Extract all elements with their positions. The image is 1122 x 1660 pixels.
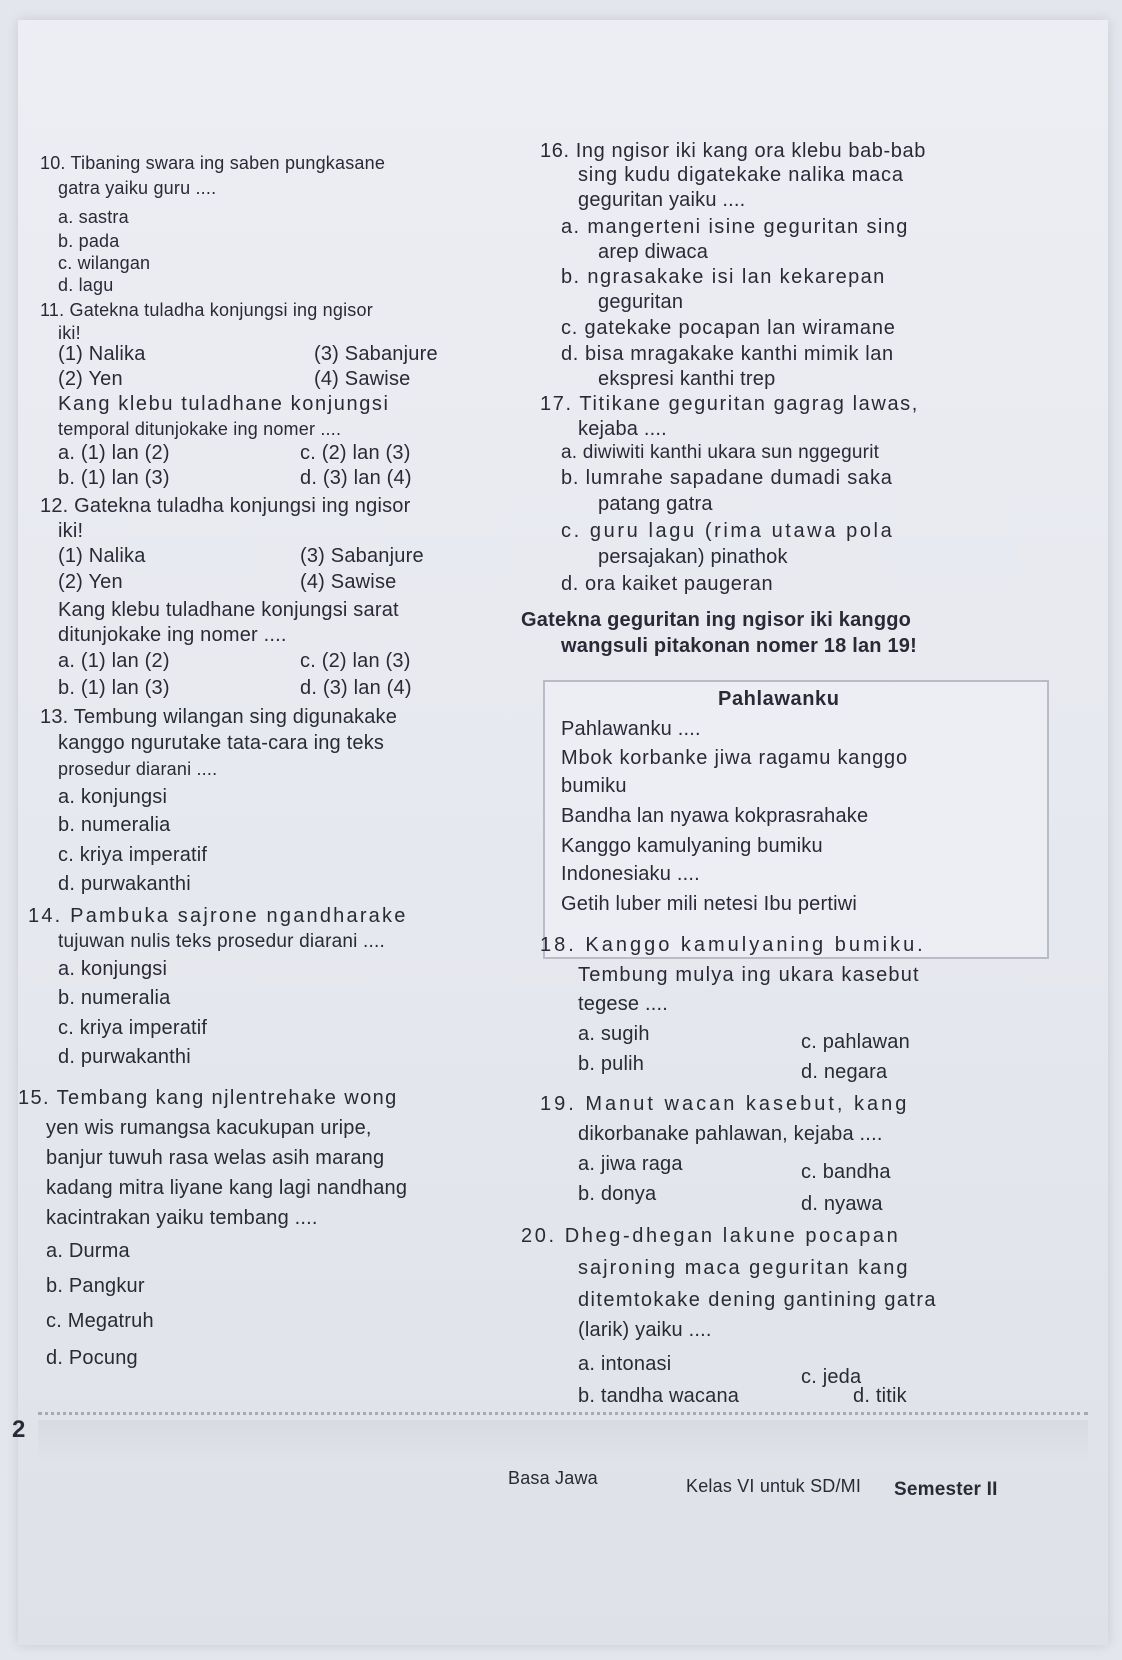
poem-line-4: Bandha lan nyawa kokprasrahake bbox=[561, 805, 869, 827]
q12-option-b: b. (1) lan (3) bbox=[58, 677, 170, 699]
q13-stem-3: prosedur diarani .... bbox=[58, 759, 218, 779]
q18-option-d: d. negara bbox=[801, 1061, 888, 1083]
q17-option-a-1: a. diwiwiti kanthi ukara sun nggegurit bbox=[561, 442, 880, 463]
footer-bar bbox=[38, 1420, 1088, 1462]
q20-option-b: b. tandha wacana bbox=[578, 1385, 740, 1407]
q12-question-1: Kang klebu tuladhane konjungsi sarat bbox=[58, 599, 399, 621]
q15-option-d: d. Pocung bbox=[46, 1347, 138, 1369]
q14-stem-1: 14. Pambuka sajrone ngandharake bbox=[28, 905, 408, 927]
q13-option-a: a. konjungsi bbox=[58, 786, 168, 808]
q17-stem-2: kejaba .... bbox=[578, 418, 667, 440]
q12-choice-2: (2) Yen bbox=[58, 571, 123, 593]
instruction-line-2: wangsuli pitakonan nomer 18 lan 19! bbox=[561, 635, 917, 657]
footer-semester: Semester II bbox=[894, 1479, 998, 1500]
q12-option-c: c. (2) lan (3) bbox=[300, 650, 411, 672]
q16-option-c-1: c. gatekake pocapan lan wiramane bbox=[561, 317, 896, 339]
q12-option-d: d. (3) lan (4) bbox=[300, 677, 412, 699]
footer-divider bbox=[38, 1412, 1088, 1415]
q20-stem-2: sajroning maca geguritan kang bbox=[578, 1257, 910, 1279]
q14-option-d: d. purwakanthi bbox=[58, 1046, 191, 1068]
poem-line-7: Getih luber mili netesi Ibu pertiwi bbox=[561, 893, 858, 915]
q12-choice-4: (4) Sawise bbox=[300, 571, 397, 593]
q19-stem-2: dikorbanake pahlawan, kejaba .... bbox=[578, 1123, 883, 1145]
q11-choice-2: (2) Yen bbox=[58, 368, 123, 390]
q10-option-c: c. wilangan bbox=[58, 253, 151, 273]
q13-stem-1: 13. Tembung wilangan sing digunakake bbox=[40, 706, 398, 728]
q17-option-d-1: d. ora kaiket paugeran bbox=[561, 573, 774, 595]
q14-option-c: c. kriya imperatif bbox=[58, 1017, 208, 1039]
q11-question-2: temporal ditunjokake ing nomer .... bbox=[58, 419, 342, 439]
poem-line-6: Indonesiaku .... bbox=[561, 863, 700, 885]
q11-option-b: b. (1) lan (3) bbox=[58, 467, 170, 489]
q11-option-d: d. (3) lan (4) bbox=[300, 467, 412, 489]
q10-stem-1: 10. Tibaning swara ing saben pungkasane bbox=[40, 153, 386, 173]
q15-stem-5: kacintrakan yaiku tembang .... bbox=[46, 1207, 318, 1229]
q16-option-d-2: ekspresi kanthi trep bbox=[598, 368, 776, 390]
q11-choice-1: (1) Nalika bbox=[58, 343, 146, 365]
poem-line-3: bumiku bbox=[561, 775, 627, 797]
q13-stem-2: kanggo ngurutake tata-cara ing teks bbox=[58, 732, 385, 754]
q15-stem-2: yen wis rumangsa kacukupan uripe, bbox=[46, 1117, 372, 1139]
q20-option-a: a. intonasi bbox=[578, 1353, 672, 1375]
q13-option-c: c. kriya imperatif bbox=[58, 844, 208, 866]
q15-option-b: b. Pangkur bbox=[46, 1275, 145, 1297]
q17-option-c-1: c. guru lagu (rima utawa pola bbox=[561, 520, 895, 542]
q18-option-a: a. sugih bbox=[578, 1023, 650, 1045]
poem-title: Pahlawanku bbox=[718, 688, 840, 710]
q11-choice-3: (3) Sabanjure bbox=[314, 343, 438, 365]
q11-option-a: a. (1) lan (2) bbox=[58, 442, 170, 464]
q17-option-b-1: b. lumrahe sapadane dumadi saka bbox=[561, 467, 893, 489]
q10-option-d: d. lagu bbox=[58, 275, 114, 295]
q16-stem-1: 16. Ing ngisor iki kang ora klebu bab-bab bbox=[540, 140, 926, 162]
q19-stem-1: 19. Manut wacan kasebut, kang bbox=[540, 1093, 910, 1115]
footer-subject: Basa Jawa bbox=[508, 1468, 598, 1488]
q12-choice-1: (1) Nalika bbox=[58, 545, 146, 567]
q19-option-a: a. jiwa raga bbox=[578, 1153, 683, 1175]
poem-line-2: Mbok korbanke jiwa ragamu kanggo bbox=[561, 747, 908, 769]
q10-option-a: a. sastra bbox=[58, 207, 129, 227]
q18-option-b: b. pulih bbox=[578, 1053, 645, 1075]
q11-choice-4: (4) Sawise bbox=[314, 368, 411, 390]
q15-option-a: a. Durma bbox=[46, 1240, 130, 1262]
q11-question-1: Kang klebu tuladhane konjungsi bbox=[58, 393, 390, 415]
q20-stem-4: (larik) yaiku .... bbox=[578, 1319, 712, 1341]
q11-stem-1: 11. Gatekna tuladha konjungsi ing ngisor bbox=[40, 300, 373, 320]
q14-option-b: b. numeralia bbox=[58, 987, 171, 1009]
q12-stem-1: 12. Gatekna tuladha konjungsi ing ngisor bbox=[40, 495, 411, 517]
q14-stem-2: tujuwan nulis teks prosedur diarani .... bbox=[58, 931, 385, 952]
q19-option-c: c. bandha bbox=[801, 1161, 891, 1183]
q19-option-d: d. nyawa bbox=[801, 1193, 883, 1215]
q18-stem-3: tegese .... bbox=[578, 993, 669, 1015]
q10-option-b: b. pada bbox=[58, 231, 120, 251]
q12-question-2: ditunjokake ing nomer .... bbox=[58, 624, 287, 646]
q18-stem-2: Tembung mulya ing ukara kasebut bbox=[578, 964, 920, 986]
q15-stem-3: banjur tuwuh rasa welas asih marang bbox=[46, 1147, 385, 1169]
q12-choice-3: (3) Sabanjure bbox=[300, 545, 424, 567]
q16-option-a-1: a. mangerteni isine geguritan sing bbox=[561, 216, 909, 238]
q12-option-a: a. (1) lan (2) bbox=[58, 650, 170, 672]
q16-option-b-2: geguritan bbox=[598, 291, 684, 313]
instruction-line-1: Gatekna geguritan ing ngisor iki kanggo bbox=[521, 609, 912, 631]
poem-line-5: Kanggo kamulyaning bumiku bbox=[561, 835, 823, 857]
q18-stem-1: 18. Kanggo kamulyaning bumiku. bbox=[540, 934, 926, 956]
q15-stem-4: kadang mitra liyane kang lagi nandhang bbox=[46, 1177, 408, 1199]
q16-stem-2: sing kudu digatekake nalika maca bbox=[578, 164, 904, 186]
q16-option-b-1: b. ngrasakake isi lan kekarepan bbox=[561, 266, 886, 288]
q15-option-c: c. Megatruh bbox=[46, 1310, 154, 1332]
q16-option-a-2: arep diwaca bbox=[598, 241, 709, 263]
q14-option-a: a. konjungsi bbox=[58, 958, 168, 980]
footer-grade: Kelas VI untuk SD/MI bbox=[686, 1476, 862, 1496]
q11-option-c: c. (2) lan (3) bbox=[300, 442, 411, 464]
q20-option-d: d. titik bbox=[853, 1385, 907, 1407]
q20-stem-1: 20. Dheg-dhegan lakune pocapan bbox=[521, 1225, 901, 1247]
q20-option-c: c. jeda bbox=[801, 1366, 862, 1388]
q17-option-c-2: persajakan) pinathok bbox=[598, 546, 788, 568]
q15-stem-1: 15. Tembang kang njlentrehake wong bbox=[18, 1087, 398, 1109]
q18-option-c: c. pahlawan bbox=[801, 1031, 910, 1053]
q20-stem-3: ditemtokake dening gantining gatra bbox=[578, 1289, 937, 1311]
page-number: 2 bbox=[12, 1416, 26, 1443]
q16-stem-3: geguritan yaiku .... bbox=[578, 189, 746, 211]
q10-stem-2: gatra yaiku guru .... bbox=[58, 178, 217, 198]
q16-option-d-1: d. bisa mragakake kanthi mimik lan bbox=[561, 343, 894, 365]
q17-stem-1: 17. Titikane geguritan gagrag lawas, bbox=[540, 393, 919, 415]
poem-line-1: Pahlawanku .... bbox=[561, 718, 701, 740]
q11-stem-2: iki! bbox=[58, 323, 81, 343]
q13-option-d: d. purwakanthi bbox=[58, 873, 191, 895]
q19-option-b: b. donya bbox=[578, 1183, 657, 1205]
page bbox=[12, 20, 1108, 1645]
q17-option-b-2: patang gatra bbox=[598, 493, 713, 515]
q13-option-b: b. numeralia bbox=[58, 814, 171, 836]
q12-stem-2: iki! bbox=[58, 520, 84, 542]
